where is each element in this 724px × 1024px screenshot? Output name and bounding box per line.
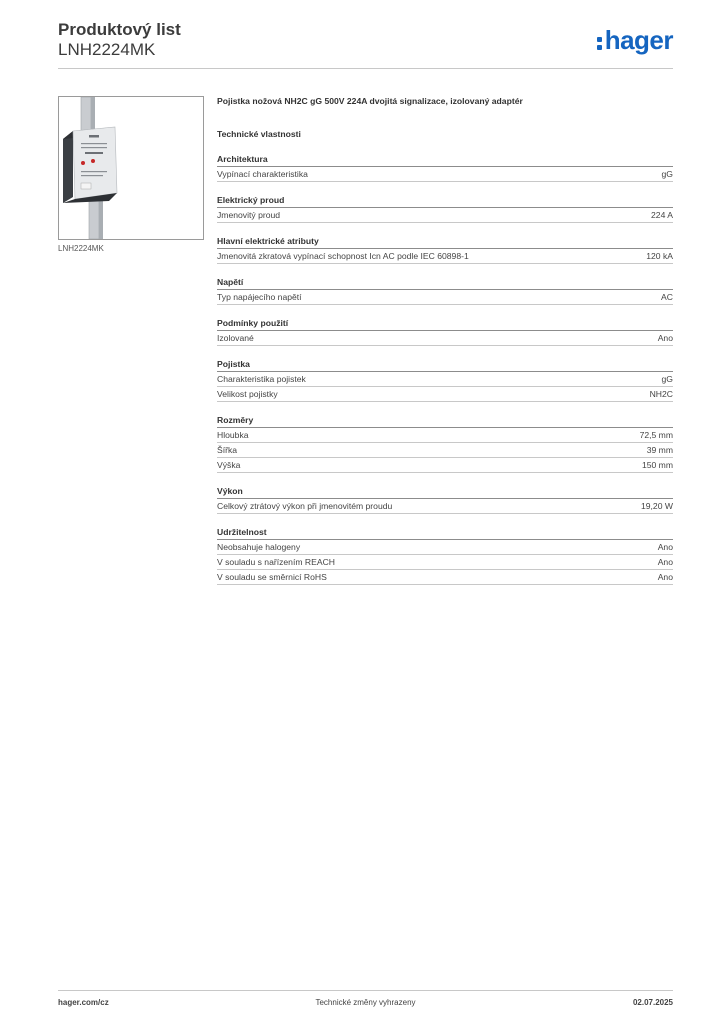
property-row: [217, 167, 673, 182]
property-value: Ano: [657, 572, 673, 582]
property-section: [217, 358, 673, 402]
property-value: Ano: [657, 542, 673, 552]
footer-date: 02.07.2025: [632, 998, 673, 1007]
property-label: Izolované: [217, 333, 254, 343]
page-footer: [58, 997, 673, 1009]
property-row: [217, 428, 673, 443]
property-value: 150 mm: [641, 460, 673, 470]
property-row: [217, 443, 673, 458]
technical-properties-heading: Technické vlastnosti: [217, 129, 301, 139]
property-row: [217, 555, 673, 570]
property-label: Neobsahuje halogeny: [217, 542, 301, 552]
section-title: Elektrický proud: [217, 194, 673, 208]
property-value: 39 mm: [646, 445, 673, 455]
property-label: Typ napájecího napětí: [217, 292, 302, 302]
footer-notice: Technické změny vyhrazeny: [315, 998, 416, 1007]
property-row: [217, 387, 673, 402]
product-image: [58, 96, 204, 240]
property-label: Jmenovitý proud: [217, 210, 281, 220]
property-label: Vypínací charakteristika: [217, 169, 308, 179]
property-label: Šířka: [217, 445, 238, 455]
section-title: Výkon: [217, 485, 673, 499]
property-section: [217, 235, 673, 264]
document-title: Produktový list: [58, 20, 181, 39]
property-label: V souladu s nařízením REACH: [217, 557, 335, 567]
header-divider: [58, 68, 673, 69]
hager-logo: [597, 26, 673, 54]
logo-dots-icon: [597, 34, 603, 51]
logo-text: hager: [604, 25, 673, 55]
product-code: LNH2224MK: [58, 40, 156, 59]
property-value: AC: [661, 292, 673, 302]
property-section: [217, 194, 673, 223]
property-row: [217, 540, 673, 555]
product-details: [217, 94, 673, 585]
property-section: [217, 485, 673, 514]
property-section: [217, 276, 673, 305]
property-row: [217, 290, 673, 305]
property-label: Výška: [217, 460, 241, 470]
property-section: [217, 317, 673, 346]
property-row: [217, 499, 673, 514]
section-title: Hlavní elektrické atributy: [217, 235, 673, 249]
property-value: 72,5 mm: [639, 430, 673, 440]
property-label: Celkový ztrátový výkon při jmenovitém proudu: [217, 501, 393, 511]
property-value: Ano: [657, 333, 673, 343]
property-value: gG: [661, 169, 673, 179]
section-title: Rozměry: [217, 414, 673, 428]
property-value: NH2C: [649, 389, 673, 399]
property-value: 19,20 W: [640, 501, 673, 511]
section-title: Architektura: [217, 153, 673, 167]
section-title: Pojistka: [217, 358, 673, 372]
property-row: [217, 249, 673, 264]
property-row: [217, 208, 673, 223]
property-label: Velikost pojistky: [217, 389, 278, 399]
page-header: [58, 20, 673, 68]
section-title: Napětí: [217, 276, 673, 290]
product-description: Pojistka nožová NH2C gG 500V 224A dvojitá signalizace, izolovaný adaptér: [217, 96, 523, 106]
footer-website: hager.com/cz: [58, 998, 109, 1007]
property-row: [217, 331, 673, 346]
section-title: Podmínky použití: [217, 317, 673, 331]
section-title: Udržitelnost: [217, 526, 673, 540]
property-value: Ano: [657, 557, 673, 567]
property-label: V souladu se směrnicí RoHS: [217, 572, 327, 582]
property-value: 224 A: [651, 210, 673, 220]
footer-divider: [58, 990, 673, 991]
property-row: [217, 570, 673, 585]
property-section: [217, 153, 673, 182]
property-value: 120 kA: [646, 251, 673, 261]
property-label: Jmenovitá zkratová vypínací schopnost Icn AC podle IEC 60898-1: [217, 251, 469, 261]
image-caption: LNH2224MK: [58, 244, 104, 253]
properties-list: [217, 153, 673, 585]
property-row: [217, 372, 673, 387]
property-label: Hloubka: [217, 430, 249, 440]
property-value: gG: [661, 374, 673, 384]
fuse-illustration-icon: [59, 97, 203, 239]
property-label: Charakteristika pojistek: [217, 374, 306, 384]
property-section: [217, 526, 673, 585]
property-section: [217, 414, 673, 473]
property-row: [217, 458, 673, 473]
